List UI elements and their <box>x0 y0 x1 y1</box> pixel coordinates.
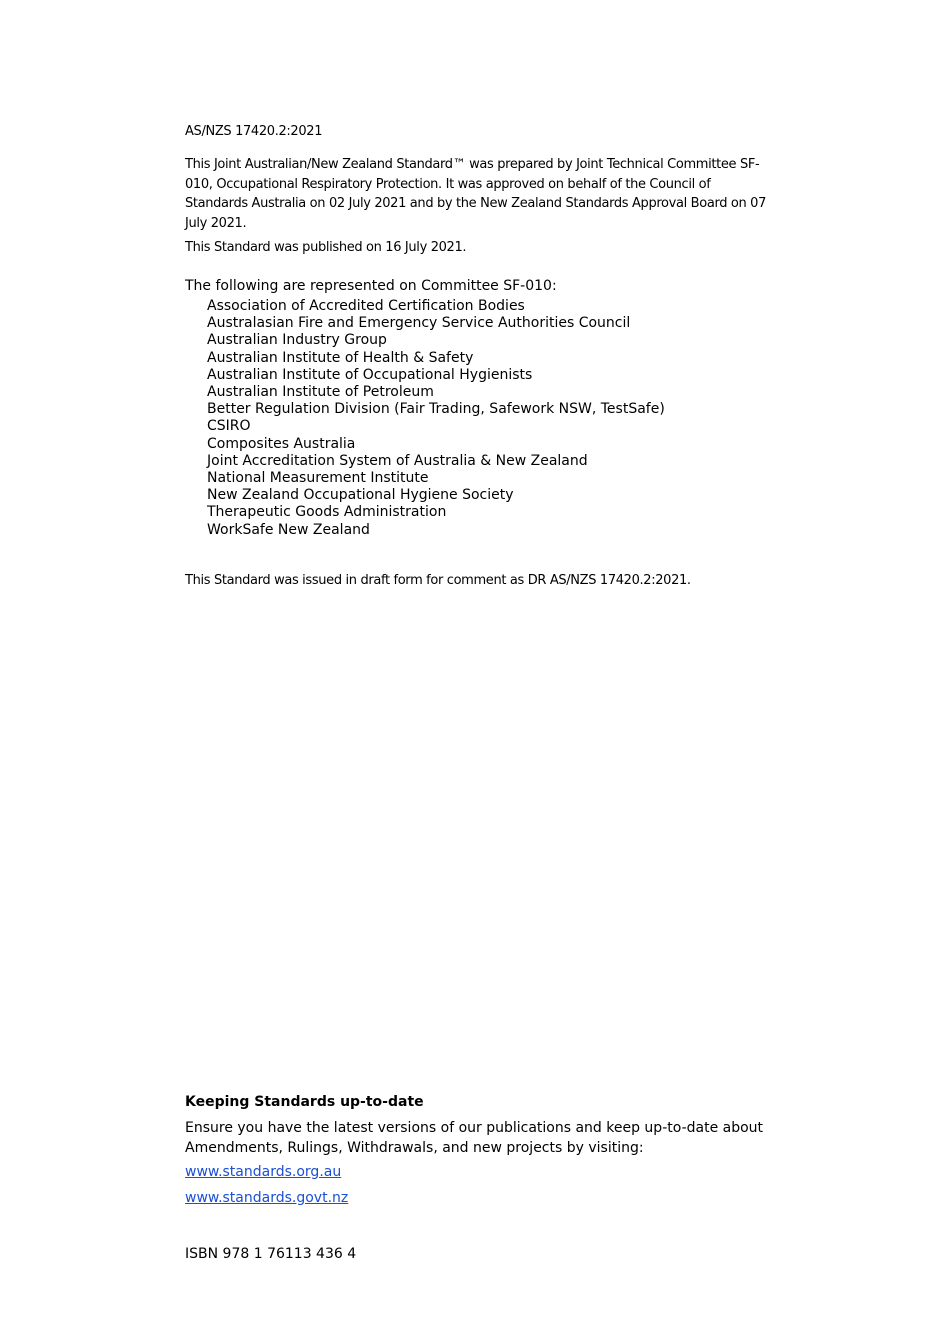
standards-australia-link[interactable]: www.standards.org.au <box>185 1164 342 1180</box>
committee-member: Australian Institute of Occupational Hygienists <box>207 366 533 383</box>
standards-nz-link[interactable]: www.standards.govt.nz <box>185 1190 349 1206</box>
committee-member: Australian Institute of Health & Safety <box>207 349 474 366</box>
committee-member: WorkSafe New Zealand <box>207 521 370 538</box>
preparation-statement: This Joint Australian/New Zealand Standard™ was prepared by Joint Technical Committee SF-010, Occupational Respiratory Protection. It was approved on behalf of the Council of Standards Australia on 02 July 2021 and by the New Zealand Standards Approval Board on 07 July 2021. <box>185 157 767 231</box>
committee-member: Australasian Fire and Emergency Service Authorities Council <box>207 315 631 332</box>
committee-member: Joint Accreditation System of Australia & New Zealand <box>207 452 588 469</box>
committee-member: National Measurement Institute <box>207 470 429 487</box>
document-designation: AS/NZS 17420.2:2021 <box>185 124 323 139</box>
committee-member: Composites Australia <box>207 435 356 452</box>
committee-member: Better Regulation Division (Fair Trading, Safework NSW, TestSafe) <box>207 401 665 418</box>
keeping-up-to-date-heading: Keeping Standards up-to-date <box>185 1094 424 1110</box>
committee-member: Australian Industry Group <box>207 332 387 349</box>
isbn: ISBN 978 1 76113 436 4 <box>185 1246 357 1262</box>
committee-member: Therapeutic Goods Administration <box>207 504 447 521</box>
committee-member: Association of Accredited Certification Bodies <box>207 298 525 314</box>
committee-member: CSIRO <box>207 418 251 435</box>
committee-intro: The following are represented on Committee SF-010: <box>185 278 557 294</box>
committee-member-list <box>207 298 665 539</box>
publication-date-statement: This Standard was published on 16 July 2021. <box>185 240 467 255</box>
keeping-up-to-date-text: Ensure you have the latest versions of our publications and keep up-to-date about Amendments, Rulings, Withdrawals, and new projects by visiting: <box>185 1120 764 1156</box>
committee-member: Australian Institute of Petroleum <box>207 384 434 401</box>
draft-note: This Standard was issued in draft form for comment as DR AS/NZS 17420.2:2021. <box>185 573 691 588</box>
committee-member: New Zealand Occupational Hygiene Society <box>207 487 514 504</box>
